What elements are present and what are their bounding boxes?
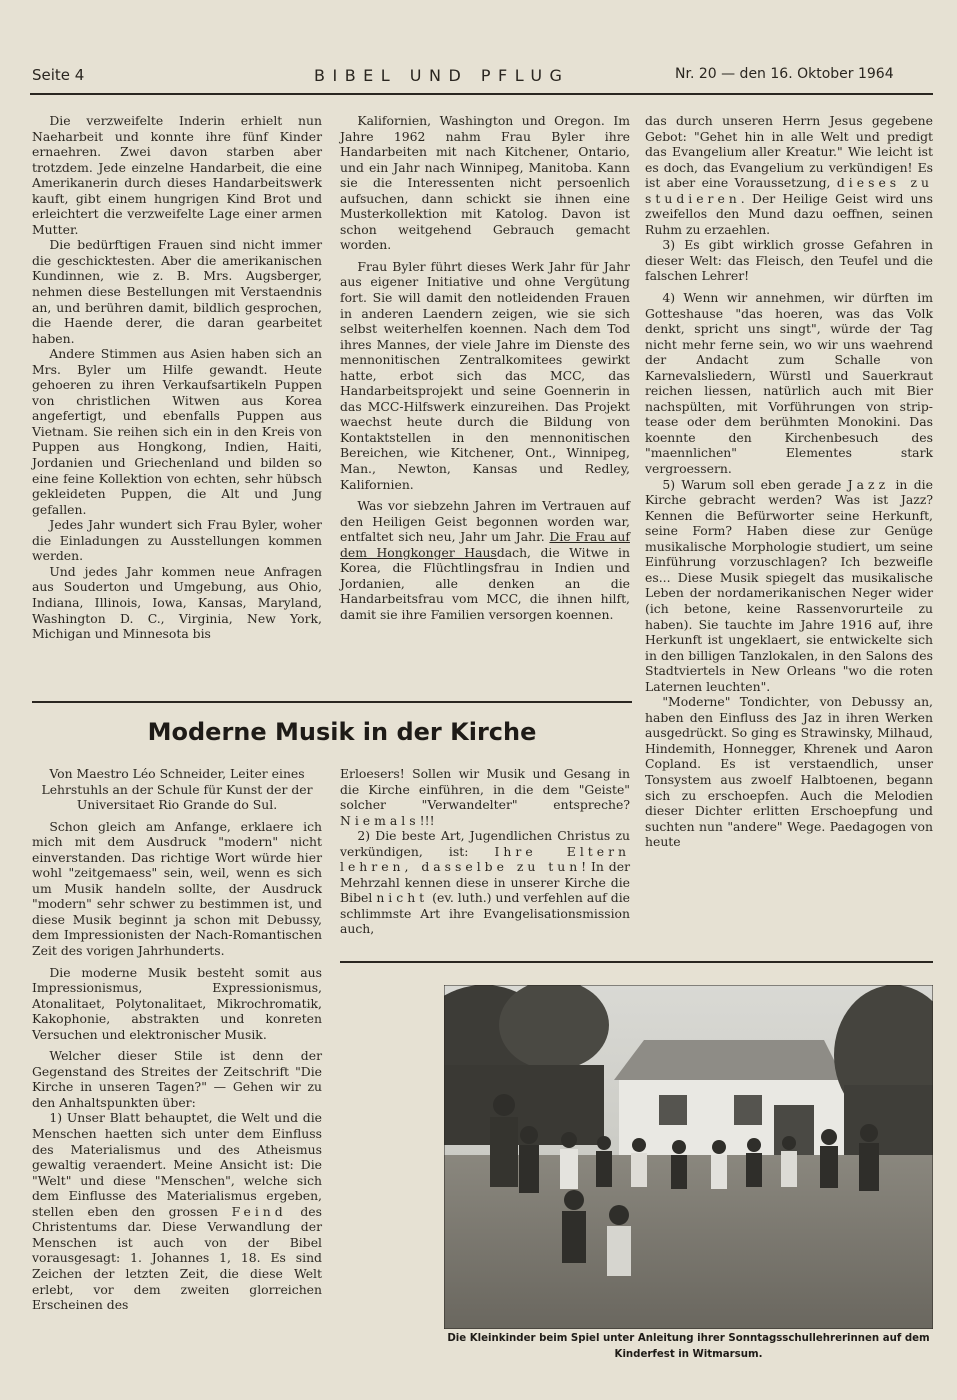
issue-date: Nr. 20 — den 16. Oktober 1964 [675, 66, 894, 82]
text-run: . Der Heilige Geist wird uns zweifellos den Mund dazu oeffnen, seinen Ruhm zu erzaehlen. [645, 190, 933, 237]
paragraph: "Moderne" Tondichter, von Debussy an, haben den Einfluss des Jaz in ihren Werken ausgedrückt. So ging es Strawinsky, Milhaud, Hindemith, Honnegger, Khrenek und Aaron Copland. Es ist verstaendlich, unser Tonsystem aus zwoelf Halbtoenen, begann sich zu erschoepfen. Auch die Melodien dieser Dichter erlitten Erschoepfung und suchten nun "andere" Wege. Paedagogen von heute [645, 694, 933, 850]
header-rule [30, 93, 933, 95]
spaced-text: Ihre Eltern lehren, dasselbe zu tun [340, 843, 631, 875]
text-run: in die Kirche gebracht werden? Was ist Jazz? Kennen die Befürworter seine Herkunft, seine Form? Haben diese zur Genüge musikalische Morphologie studiert, um seine Einführung vorzuschlagen? Ich bezweifle es... Diese Musik spiegelt das musikalische Leben der nordamerikanischen Neger wider (ich betone, keine Rassenvorurteile zu haben). Sie tauchte im Jahre 1916 auf, ihre Herkunft ist ungeklaert, sie entwickelte sich in den billigen Tanzlokalen, in den Salons des Stadtviertels in New Orleans "wo die roten Laternen leuchten". [645, 476, 933, 694]
paragraph: 3) Es gibt wirklich grosse Gefahren in dieser Welt: das Fleisch, den Teufel und die falschen Lehrer! [645, 237, 933, 284]
spaced-text: Niemals [340, 812, 420, 828]
spaced-text: Feind [231, 1203, 287, 1219]
paragraph: Schon gleich am Anfange, erklaere ich mich mit dem Ausdruck "modern" nicht einverstanden. Das richtige Wort würde hier wohl "zeitgemaess" sein, weil, wenn es sich um Musik handeln sollte, der Ausdruck "modern" sehr schwer zu bestimmen ist, und diese Musik beginnt ja schon mit Debussy, dem Impressionisten der Nach-Romantischen Zeit des vorigen Jahrhunderts. [32, 818, 322, 959]
text-run: Erloesers! Sollen wir Musik und Gesang in die Kirche einführen, in die dem "Geiste" solcher "Verwandelter" entspreche? [340, 766, 630, 813]
paragraph: Die moderne Musik besteht somit aus Impressionismus, Expressionismus, Atonalitaet, Polytonalitaet, Mikrochromatik, Kakophonie, abstrakten und konreten Versuchen und elektronischer Musik. [32, 964, 322, 1042]
paragraph: Andere Stimmen aus Asien haben sich an Mrs. Byler um Hilfe gewandt. Heute gehoeren zu ihren Verkaufsartikeln Puppen von christlichen Witwen aus Korea angefertigt, und ebenfalls Puppen aus Vietnam. Sie reihen sich ein in den Kreis von Puppen aus Hongkong, Indien, Haiti, Jordanien und Griechenland und bilden so eine feine Kollektion von echten, sehr hübsch gekleideten Puppen, die Alt und Jung gefallen. [32, 346, 322, 517]
text-run: 2) Die beste Art, Jugendlichen Christus zu verkündigen, ist: [340, 828, 630, 859]
text-run: ! In der Mehrzahl kennen diese in unserer Kirche die Bibel [340, 859, 630, 906]
text-run: !!! [419, 812, 435, 828]
paragraph: 4) Wenn wir annehmen, wir dürften im Gotteshause "das hoeren, was das Volk denkt, spricht uns singt", würde der Tag nicht mehr ferne sein, wo wir uns waehrend der Andacht zum Schalle von Karnevalsliedern, Würstl und Sauerkraut reichen liessen, natürlich auch mit Bier nachspülten, mit Vorführungen von strip-tease oder dem berühmten Monokini. Das koennte den Kirchenbesuch des "maennlichen" Elementes stark vergroessern. [645, 290, 933, 477]
article-headline: Moderne Musik in der Kirche [147, 718, 537, 746]
paragraph: Die verzweifelte Inderin erhielt nun Naeharbeit und konnte ihre fünf Kinder ernaehren. Zwei davon starben aber trotzdem. Jede einzelne Handarbeit, die eine Amerikanerin durch dieses Handarbeitswerk kauft, gibt einem hungrigen Kind Brot und erleichtert die verzweifelte Lage einer armen Mutter. [32, 113, 322, 237]
paragraph: Jedes Jahr wundert sich Frau Byler, woher die Einladungen zu Ausstellungen kommen werden. [32, 517, 322, 564]
paragraph [340, 828, 630, 937]
paragraph: Kalifornien, Washington und Oregon. Im Jahre 1962 nahm Frau Byler ihre Handarbeiten mit nach Kitchener, Ontario, und ein Jahr nach Winnipeg, Manitoba. Kann sie die Interessenten nicht persoenlich aufsuchen, dann schickt sie ihnen eine Musterkollektion mit Katolog. Davon ist schon weitgehend Gebrauch gemacht worden. [340, 113, 630, 253]
paragraph [340, 498, 630, 622]
column-1-bottom [32, 766, 322, 1313]
text-run: 5) Warum soll eben gerade [662, 476, 848, 492]
text-run: (ev. luth.) und verfehlen auf die schlimmste Art ihre Evangelisationsmission auch, [340, 890, 631, 937]
paragraph: Und jedes Jahr kommen neue Anfragen aus Souderton und Umgebung, aus Ohio, Indiana, Illinois, Iowa, Kansas, Maryland, Washington D. C., Virginia, New York, Michigan und Minnesota bis [32, 563, 322, 642]
paragraph [645, 113, 933, 237]
text-run: das durch unseren Herrn Jesus gegebene Gebot: "Gehet hin in alle Welt und predigt das Evangelium aller Kreatur." Wie leicht ist es doch, das Evangelium zu verkündigen! Es ist aber eine Voraussetzung, [645, 113, 933, 191]
article-rule [32, 701, 632, 703]
paragraph [340, 766, 630, 828]
text-run: 1) Unser Blatt behauptet, die Welt und die Menschen haetten sich unter dem Einfluss des Materialismus und des Atheismus gewaltig veraendert. Meine Ansicht ist: Die "Welt" und diese "Menschen", welche sich dem Einflusse des Materialismus ergeben, stellen eben den grossen [32, 1110, 322, 1219]
spaced-text: dieses zu studieren [645, 175, 933, 206]
paragraph [32, 1110, 322, 1312]
text-run: Was vor siebzehn Jahren im Vertrauen auf den Heiligen Geist begonnen worden war, entfaltet sich neu, Jahr um Jahr. [340, 498, 630, 545]
column-2-bottom [340, 766, 630, 937]
column-1-top [32, 113, 322, 642]
page-number: Seite 4 [32, 66, 85, 84]
photo-top-rule [340, 961, 933, 963]
photo-children-playing [444, 985, 933, 1329]
photo-caption: Die Kleinkinder beim Spiel unter Anleitung ihrer Sonntagsschullehrerinnen auf dem Kinderfest in Witmarsum. [447, 1333, 930, 1360]
paragraph: Die bedürftigen Frauen sind nicht immer die geschicktesten. Aber die amerikanischen Kundinnen, wie z. B. Mrs. Augsberger, nehmen diese Bestellungen mit Verstaendnis an, und berühren damit, bildlich gesprochen, die Haende derer, die daran gearbeitet haben. [32, 237, 322, 346]
text-run: des Christentums dar. Diese Verwandlung der Menschen ist auch von der Bibel vorausgesagt: 1. Johannes 1, 18. Es sind Zeichen der letzten Zeit, die diese Welt erlebt, vor dem zweiten glorreichen Erscheinen des [32, 1203, 322, 1313]
underlined-text: Die Frau auf dem Hongkonger Haus [340, 529, 630, 560]
column-2-top [340, 113, 630, 623]
text-run: dach, die Witwe in Korea, die Flüchtlingsfrau in Indien und Jordanien, alle denken an die Handarbeitsfrau vom MCC, die ihnen hilft, damit sie ihre Familien versorgen koennen. [340, 544, 630, 622]
spaced-text: nicht [376, 890, 429, 906]
column-3 [645, 113, 933, 850]
paragraph [645, 477, 933, 695]
paragraph: Welcher dieser Stile ist denn der Gegenstand des Streites der Zeitschrift "Die Kirche in unseren Tagen?" — Gehen wir zu den Anhaltspunkten über: [32, 1048, 322, 1110]
photo-illustration [444, 985, 933, 1329]
paragraph: Frau Byler führt dieses Werk Jahr für Jahr aus eigener Initiative und ohne Vergütung fort. Sie will damit den notleidenden Frauen in anderen Laendern zeigen, wie sie sich selbst weiterhelfen koennen. Nach dem Tod ihres Mannes, der viele Jahre im Dienste des mennonitischen Zentralkomitees gewirkt hatte, erbot sich das MCC, das Handarbeitsprojekt und seine Goennerin in das MCC-Hilfswerk einzureihen. Das Projekt waechst heute durch die Bildung von Kontaktstellen in den mennonitischen Bereichen, wie Kitchener, Ont., Winnipeg, Man., Newton, Kansas und Redley, Kalifornien. [340, 258, 630, 492]
spaced-text: Jazz [847, 476, 890, 492]
article-byline: Von Maestro Léo Schneider, Leiter eines Lehrstuhls an der Schule für Kunst der der Universitaet Rio Grande do Sul. [41, 766, 313, 813]
newspaper-title: BIBEL UND PFLUG [314, 66, 570, 85]
